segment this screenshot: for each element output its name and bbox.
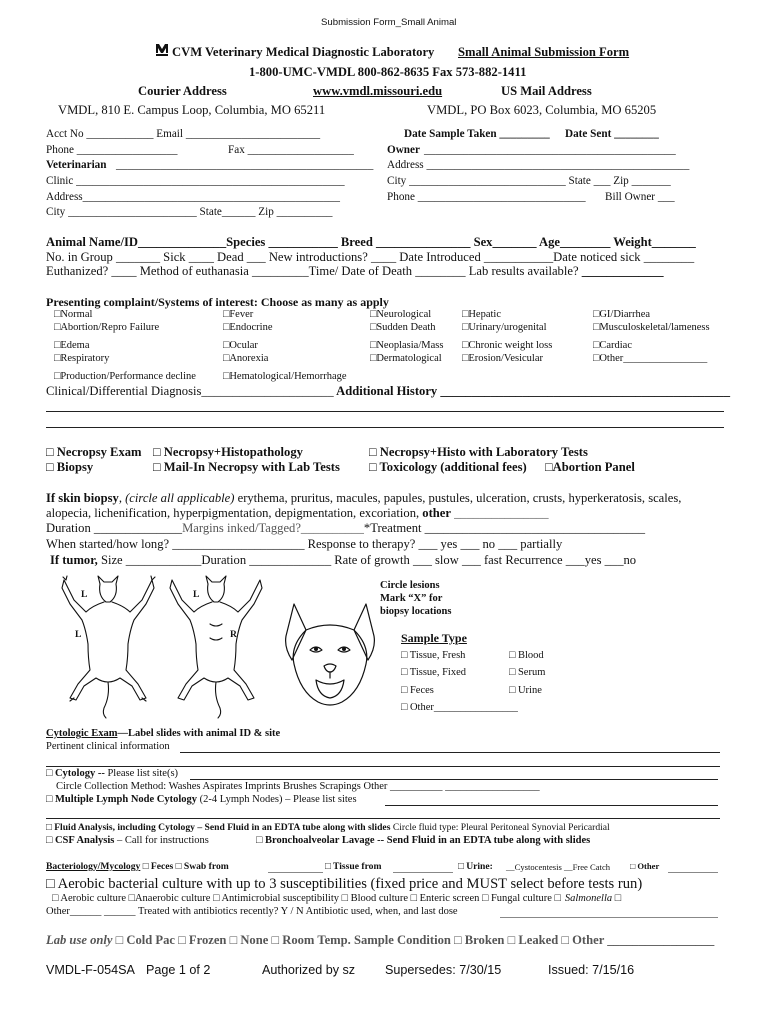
sample-other[interactable]: □ Other________________ bbox=[401, 702, 518, 713]
cytology-sites-field[interactable] bbox=[190, 779, 718, 780]
footer-supersedes: Supersedes: 7/30/15 bbox=[385, 963, 502, 977]
left-side-mark: L bbox=[81, 589, 88, 600]
dog-ventral-diagram[interactable] bbox=[160, 574, 272, 720]
urine-method-options[interactable]: __Cystocentesis __Free Catch bbox=[506, 862, 611, 872]
animal-info-line[interactable]: Animal Name/ID______________Species ___________ Breed _______________ Sex_______ Age________ Weight_______ bbox=[46, 235, 696, 249]
option-biopsy[interactable]: □ Biopsy bbox=[46, 460, 94, 474]
option-edema[interactable]: □Edema bbox=[54, 340, 90, 351]
mu-logo-icon bbox=[156, 44, 168, 57]
group-info-line[interactable]: No. in Group _______ Sick ____ Dead ___ New introductions? ____ Date Introduced ___________Date noticed sick ________ bbox=[46, 250, 695, 264]
dog-dorsal-diagram[interactable] bbox=[52, 574, 164, 720]
option-neurological[interactable]: □Neurological bbox=[370, 309, 432, 320]
mark-x-label: Mark “X” for bbox=[380, 593, 443, 604]
option-cardiac[interactable]: □Cardiac bbox=[593, 340, 632, 351]
sample-tissue-fresh[interactable]: □ Tissue, Fresh bbox=[401, 650, 466, 661]
blank-line-2[interactable] bbox=[46, 427, 724, 428]
lymph-node-sites-field[interactable] bbox=[385, 805, 718, 806]
owner-field[interactable]: _____________________________________________ bbox=[424, 144, 676, 156]
owner-phone-field[interactable]: Phone ______________________________ bbox=[387, 191, 586, 203]
swab-from-field[interactable] bbox=[268, 872, 323, 873]
owner-city-field[interactable]: City ____________________________ State ___ Zip _______ bbox=[387, 175, 671, 187]
duration-line[interactable]: Duration ______________Margins inked/Tagged?__________*Treatment ___________________________________ bbox=[46, 521, 646, 535]
pertinent-info-field-2[interactable] bbox=[46, 766, 720, 767]
when-started-line[interactable]: When started/how long? _____________________ Response to therapy? ___ yes ___ no ___ partially bbox=[46, 537, 563, 551]
tissue-from-field[interactable] bbox=[393, 872, 453, 873]
option-neoplasia[interactable]: □Neoplasia/Mass bbox=[370, 340, 444, 351]
cytologic-exam-heading: Cytologic Exam—Label slides with animal ID & site bbox=[46, 728, 281, 739]
phone-field[interactable]: Phone __________________ bbox=[46, 144, 178, 156]
culture-options-row[interactable]: □ Aerobic culture □Anaerobic culture □ Antimicrobial susceptibility □ Blood culture □ Enteric screen □ Fungal culture □ Salmonella □ bbox=[52, 893, 622, 904]
courier-address-label: Courier Address bbox=[138, 84, 227, 98]
clinic-address-field[interactable]: Address______________________________________________ bbox=[46, 191, 340, 203]
option-necropsy-histo[interactable]: □ Necropsy+Histopathology bbox=[153, 445, 303, 459]
sample-blood[interactable]: □ Blood bbox=[509, 650, 544, 661]
bill-owner-field[interactable]: Bill Owner ___ bbox=[605, 191, 675, 203]
clinical-diagnosis-field[interactable]: Clinical/Differential Diagnosis_____________________ Additional History ______________________________________________ bbox=[46, 384, 731, 398]
euthanasia-line[interactable]: Euthanized? ____ Method of euthanasia _________Time/ Date of Death ________ Lab results available? _____________ bbox=[46, 264, 664, 278]
courier-address: VMDL, 810 E. Campus Loop, Columbia, MO 65211 bbox=[58, 103, 326, 117]
tissue-from-option[interactable]: □ Tissue from bbox=[325, 861, 382, 872]
veterinarian-field[interactable]: ______________________________________________ bbox=[116, 159, 374, 171]
website-link[interactable]: www.vmdl.missouri.edu bbox=[313, 84, 443, 98]
option-normal[interactable]: □Normal bbox=[54, 309, 93, 320]
left-side-mark-2: L bbox=[193, 589, 200, 600]
bronchoalveolar-lavage-option[interactable]: □ Bronchoalveolar Lavage -- Send Fluid in an EDTA tube along with slides bbox=[256, 835, 591, 846]
option-urinary[interactable]: □Urinary/urogenital bbox=[462, 322, 547, 333]
option-ocular[interactable]: □Ocular bbox=[223, 340, 258, 351]
option-production-decline[interactable]: □Production/Performance decline bbox=[54, 371, 196, 382]
antibiotics-field[interactable] bbox=[500, 917, 718, 918]
biopsy-locations-label: biopsy locations bbox=[380, 606, 452, 617]
option-mail-in-necropsy[interactable]: □ Mail-In Necropsy with Lab Tests bbox=[153, 460, 340, 474]
lab-use-only-line[interactable]: Lab use only □ Cold Pac □ Frozen □ None □ Room Temp. Sample Condition □ Broken □ Leaked □ Other _________________ bbox=[46, 933, 715, 947]
sample-urine[interactable]: □ Urine bbox=[509, 685, 542, 696]
blank-line-1[interactable] bbox=[46, 411, 724, 412]
owner-label: Owner bbox=[387, 144, 420, 156]
option-sudden-death[interactable]: □Sudden Death bbox=[370, 322, 436, 333]
option-toxicology[interactable]: □ Toxicology (additional fees) bbox=[369, 460, 527, 474]
owner-address-field[interactable]: Address _______________________________________________ bbox=[387, 159, 690, 171]
form-name: Small Animal Submission Form bbox=[458, 45, 630, 59]
fluid-analysis-option[interactable]: □ Fluid Analysis, including Cytology – Send Fluid in an EDTA tube along with slides Circle fluid type: Pleural Peritoneal Synovial Pericardial bbox=[46, 822, 610, 833]
option-erosion-vesicular[interactable]: □Erosion/Vesicular bbox=[462, 353, 543, 364]
complaint-heading: Presenting complaint/Systems of interest: Choose as many as apply bbox=[46, 295, 389, 309]
option-gi-diarrhea[interactable]: □GI/Diarrhea bbox=[593, 309, 651, 320]
fax-field[interactable]: Fax ___________________ bbox=[228, 144, 354, 156]
footer-authorized-by: Authorized by sz bbox=[262, 963, 356, 977]
right-side-mark: R bbox=[230, 629, 237, 640]
option-anorexia[interactable]: □Anorexia bbox=[223, 353, 269, 364]
footer-issued: Issued: 7/15/16 bbox=[548, 963, 635, 977]
pertinent-info-label: Pertinent clinical information bbox=[46, 741, 170, 752]
us-mail-label: US Mail Address bbox=[501, 84, 592, 98]
collection-method-line[interactable]: Circle Collection Method: Washes Aspirates Imprints Brushes Scrapings Other __________ __________________ bbox=[56, 781, 540, 792]
circle-lesions-label: Circle lesions bbox=[380, 580, 440, 591]
csf-analysis-option[interactable]: □ CSF Analysis – Call for instructions bbox=[46, 835, 209, 846]
cytology-blank-line[interactable] bbox=[46, 818, 720, 819]
option-abortion-panel[interactable]: □Abortion Panel bbox=[545, 460, 635, 474]
veterinarian-label: Veterinarian bbox=[46, 159, 107, 171]
option-hepatic[interactable]: □Hepatic bbox=[462, 309, 501, 320]
sample-feces[interactable]: □ Feces bbox=[401, 685, 434, 696]
lab-name: CVM Veterinary Medical Diagnostic Laboratory bbox=[172, 45, 435, 59]
option-other[interactable]: □Other________________ bbox=[593, 353, 708, 364]
cytology-option[interactable]: □ Cytology -- Please list site(s) bbox=[46, 768, 179, 779]
option-fever[interactable]: □Fever bbox=[223, 309, 254, 320]
sample-serum[interactable]: □ Serum bbox=[509, 667, 546, 678]
document-title: Submission Form_Small Animal bbox=[321, 17, 457, 28]
date-sent-field[interactable]: Date Sent ________ bbox=[565, 128, 659, 140]
skin-biopsy-line-2[interactable]: alopecia, lichenification, hyperpigmentation, depigmentation, excoriation, other _______________ bbox=[46, 506, 549, 520]
bacteriology-other-option[interactable]: □ Other bbox=[630, 861, 660, 871]
bacteriology-other-field[interactable] bbox=[668, 872, 718, 873]
bacteriology-heading[interactable]: Bacteriology/Mycology □ Feces □ Swab from bbox=[46, 861, 229, 872]
us-mail-address: VMDL, PO Box 6023, Columbia, MO 65205 bbox=[427, 103, 657, 117]
option-hematological[interactable]: □Hematological/Hemorrhage bbox=[223, 371, 347, 382]
pertinent-info-field[interactable] bbox=[180, 752, 720, 753]
phone-fax-line: 1-800-UMC-VMDL 800-862-8635 Fax 573-882-1411 bbox=[249, 65, 527, 79]
clinic-city-field[interactable]: City _______________________ State______ Zip __________ bbox=[46, 206, 333, 218]
acct-email-field[interactable]: Acct No ____________ Email ________________________ bbox=[46, 128, 321, 140]
dog-face-diagram[interactable] bbox=[280, 600, 380, 712]
footer-form-id: VMDL-F-054SA bbox=[46, 963, 135, 977]
option-musculoskeletal[interactable]: □Musculoskeletal/lameness bbox=[593, 322, 710, 333]
left-side-mark-lower: L bbox=[75, 629, 82, 640]
option-abortion-repro[interactable]: □Abortion/Repro Failure bbox=[54, 322, 160, 333]
sample-type-heading: Sample Type bbox=[401, 631, 467, 645]
option-necropsy-exam[interactable]: □ Necropsy Exam bbox=[46, 445, 142, 459]
option-necropsy-histo-lab[interactable]: □ Necropsy+Histo with Laboratory Tests bbox=[369, 445, 588, 459]
footer-page-number: Page 1 of 2 bbox=[146, 963, 211, 977]
option-endocrine[interactable]: □Endocrine bbox=[223, 322, 273, 333]
lymph-node-cytology-option[interactable]: □ Multiple Lymph Node Cytology (2-4 Lymph Nodes) – Please list sites bbox=[46, 794, 357, 805]
option-respiratory[interactable]: □Respiratory bbox=[54, 353, 110, 364]
sample-tissue-fixed[interactable]: □ Tissue, Fixed bbox=[401, 667, 466, 678]
tumor-line[interactable]: If tumor, Size ____________Duration _____________ Rate of growth ___ slow ___ fast Recurrence ___yes ___no bbox=[50, 553, 637, 567]
option-dermatological[interactable]: □Dermatological bbox=[370, 353, 442, 364]
skin-biopsy-line-1[interactable]: If skin biopsy, (circle all applicable) erythema, pruritus, macules, papules, pustules, ulceration, crusts, hyperkeratosis, scales, bbox=[46, 491, 682, 505]
option-chronic-weight-loss[interactable]: □Chronic weight loss bbox=[462, 340, 553, 351]
date-sample-taken-field[interactable]: Date Sample Taken _________ bbox=[404, 128, 550, 140]
clinic-field[interactable]: Clinic ________________________________________________ bbox=[46, 175, 345, 187]
aerobic-culture-susceptibilities[interactable]: □ Aerobic bacterial culture with up to 3 susceptibilities (fixed price and MUST select before tests run) bbox=[46, 876, 643, 892]
antibiotics-line[interactable]: Other______ ______ Treated with antibiotics recently? Y / N Antibiotic used, when, and last dose bbox=[46, 906, 458, 917]
urine-option[interactable]: □ Urine: bbox=[458, 861, 493, 872]
